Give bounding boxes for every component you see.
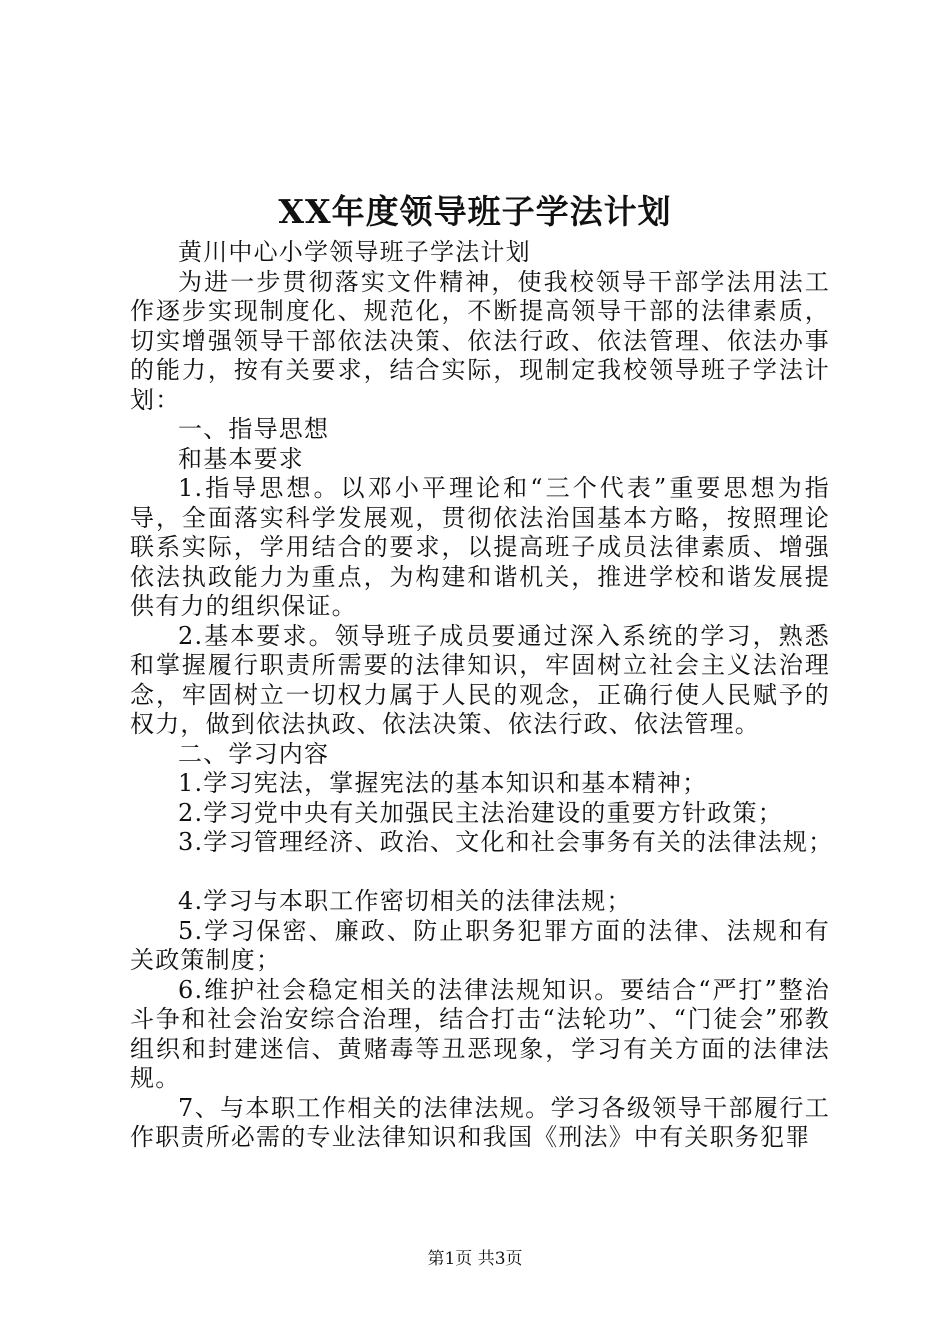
list-item-7: 7、与本职工作相关的法律法规。学习各级领导干部履行工作职责所必需的专业法律知识和我国《刑法》中有关职务犯罪 bbox=[130, 1093, 830, 1151]
section-heading-basic-requirements: 和基本要求 bbox=[178, 444, 304, 473]
paragraph-guiding-ideology: 1.指导思想。以邓小平理论和“三个代表”重要思想为指导，全面落实科学发展观，贯彻依法治国基本方略，按照理论联系实际，学用结合的要求，以提高班子成员法律素质、增强依法执政能力为重点，为构建和谐机关，推进学校和谐发展提供有力的组织保证。 bbox=[130, 474, 830, 620]
list-item-6: 6.维护社会稳定相关的法律法规知识。要结合“严打”整治斗争和社会治安综合治理，结合打击“法轮功”、“门徒会”邪教组织和封建迷信、黄赌毒等丑恶现象，学习有关方面的法律法规。 bbox=[130, 975, 830, 1092]
list-item-4: 4.学习与本职工作密切相关的法律法规； bbox=[178, 887, 632, 915]
list-item-5: 5.学习保密、廉政、防止职务犯罪方面的法律、法规和有关政策制度； bbox=[130, 916, 830, 974]
blank-line bbox=[130, 858, 830, 888]
section-heading-study-content: 二、学习内容 bbox=[178, 739, 330, 768]
paragraph-school-heading: 黄川中心小学领导班子学法计划 bbox=[178, 238, 531, 266]
paragraph-intro: 为进一步贯彻落实文件精神，使我校领导干部学法用法工作逐步实现制度化、规范化，不断提高领导干部的法律素质，切实增强领导干部依法决策、依法行政、依法管理、依法办事的能力，按有关要求，结合实际，现制定我校领导班子学法计划： bbox=[130, 267, 830, 414]
section-heading-guiding-ideology: 一、指导思想 bbox=[178, 415, 330, 443]
list-item-3: 3.学习管理经济、政治、文化和社会事务有关的法律法规； bbox=[178, 828, 834, 856]
list-item-2: 2.学习党中央有关加强民主法治建设的重要方针政策； bbox=[178, 798, 783, 827]
page-footer: 第1页 共3页 bbox=[427, 1249, 523, 1269]
document-title: XX年度领导班子学法计划 bbox=[278, 192, 672, 231]
document-body bbox=[130, 238, 834, 1153]
paragraph-basic-requirements: 2.基本要求。领导班子成员要通过深入系统的学习，熟悉和掌握履行职责所需要的法律知识，牢固树立社会主义法治理念，牢固树立一切权力属于人民的观念，正确行使人民赋予的权力，做到依法执政、依法决策、依法行政、依法管理。 bbox=[130, 621, 830, 738]
list-item-1: 1.学习宪法，掌握宪法的基本知识和基本精神； bbox=[178, 769, 708, 797]
